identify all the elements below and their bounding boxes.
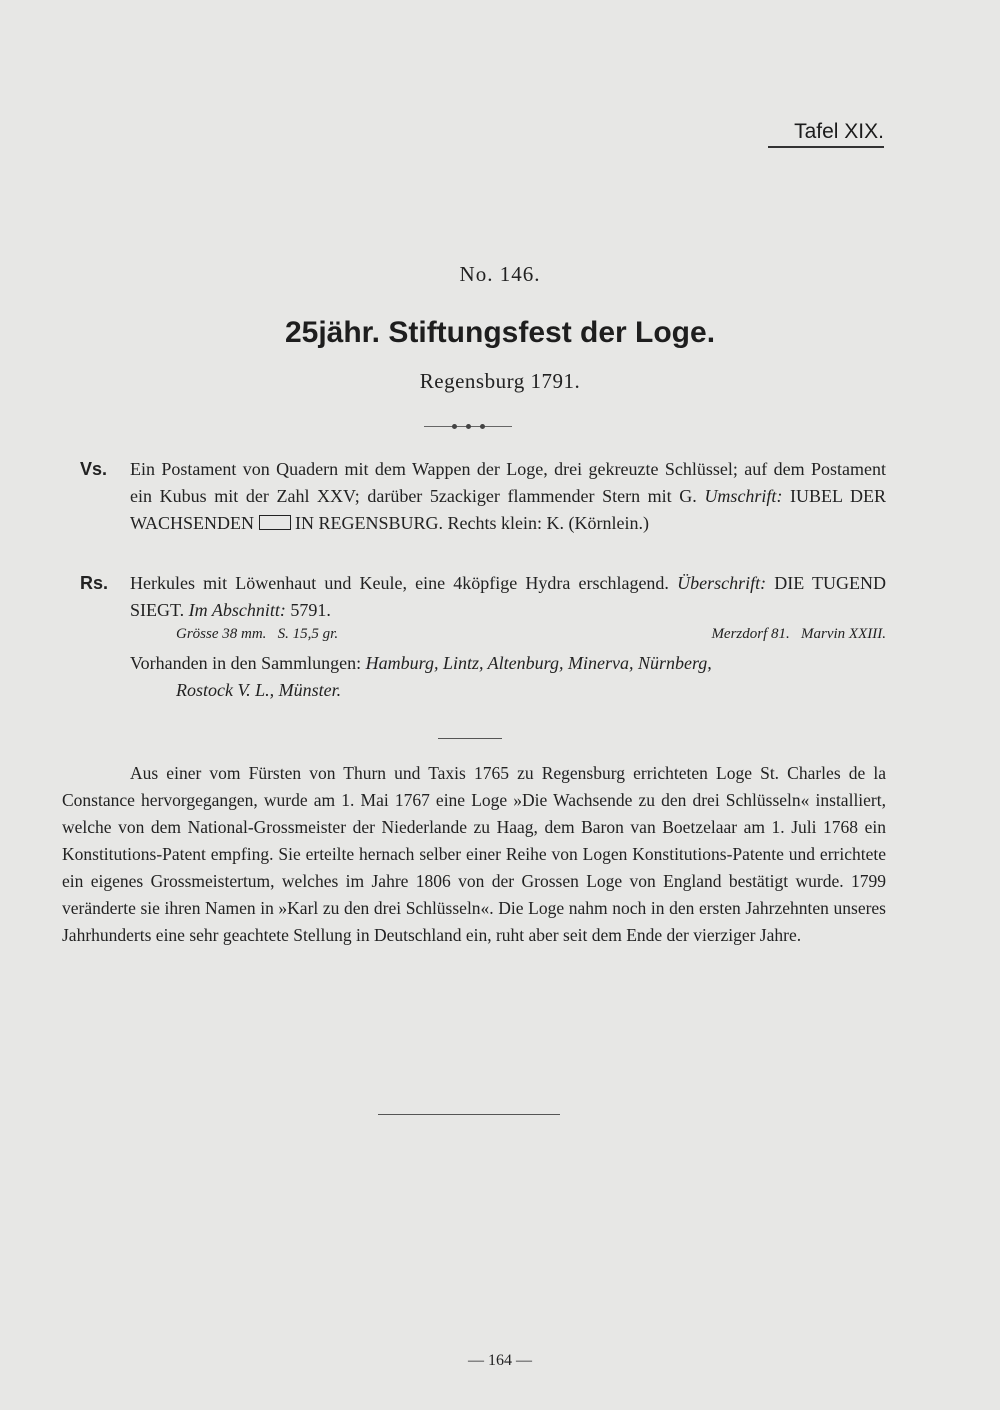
end-divider [378, 1114, 560, 1115]
ornament-divider [424, 424, 512, 430]
collections-places-a: Hamburg, Lintz, Altenburg, Minerva, Nürnberg, [365, 653, 712, 673]
reverse-text-a: Herkules mit Löwenhaut und Keule, eine 4köpfige Hydra erschlagend. [130, 573, 678, 593]
history-paragraph: Aus einer vom Fürsten von Thurn und Taxis 1765 zu Regensburg errichteten Loge St. Charles de la Constance hervorgegangen, wurde am 1. Mai 1767 eine Loge »Die Wachsende zu den drei Schlüsseln« installiert, welche von dem National-Grossmeister der Niederlande zu Haag, dem Baron van Boetzelaar am 1. Juli 1768 ein Konstitutions-Patent empfing. Sie erteilte hernach selber einer Reihe von Logen Konstitutions-Patente und errichtete ein eigenes Grossmeistertum, welches im Jahre 1806 von der Grossen Loge von England bestätigt wurde. 1799 veränderte sie ihren Namen in »Karl zu den drei Schlüsseln«. Die Loge nahm noch in den ersten Jahrzehnten unseres Jahrhunderts eine sehr geachtete Stellung in Deutschland ein, ruht aber seit dem Ende der vierziger Jahre. [62, 763, 886, 945]
collections-lead: Vorhanden in den Sammlungen: [130, 653, 366, 673]
obverse-text-b: IUBEL DER WACHSENDEN [130, 486, 886, 533]
size-weight: Grösse 38 mm. S. 15,5 gr. [176, 626, 339, 642]
place-date: Regensburg 1791. [419, 369, 581, 393]
obverse-text [130, 456, 886, 537]
collections-list [130, 650, 886, 704]
obverse-tag: Vs. [80, 459, 108, 479]
obverse-text-a: Ein Postament von Quadern mit dem Wappen der Loge, drei gekreuzte Schlüssel; auf dem Postament ein Kubus mit der Zahl XXV; darüber 5zackiger flammender Stern mit G. [130, 459, 886, 506]
catalog-number: No. 146. [459, 262, 541, 286]
page-number: — 164 — [468, 1352, 532, 1369]
obverse-text-c: IN REGENSBURG. Rechts klein: K. (Körnlein.) [290, 513, 649, 533]
legend-label: Überschrift: [677, 573, 767, 593]
page-title: 25jähr. Stiftungsfest der Loge. [284, 316, 716, 349]
references: Merzdorf 81. Marvin XXIII. [711, 626, 886, 642]
plate-label: Tafel XIX. [768, 120, 884, 148]
obverse-description [80, 456, 886, 537]
reverse-text [130, 570, 886, 624]
reverse-text-c: 5791. [285, 600, 331, 620]
exergue-label: Im Abschnitt: [188, 600, 286, 620]
collections-places-b: Rostock V. L., Münster. [176, 680, 342, 700]
inscription-label: Umschrift: [704, 486, 783, 506]
reverse-tag: Rs. [80, 573, 109, 593]
reverse-description [80, 570, 886, 624]
section-divider [438, 738, 502, 739]
square-symbol [259, 515, 291, 530]
reverse-text-b: DIE TUGEND SIEGT. [130, 573, 887, 620]
